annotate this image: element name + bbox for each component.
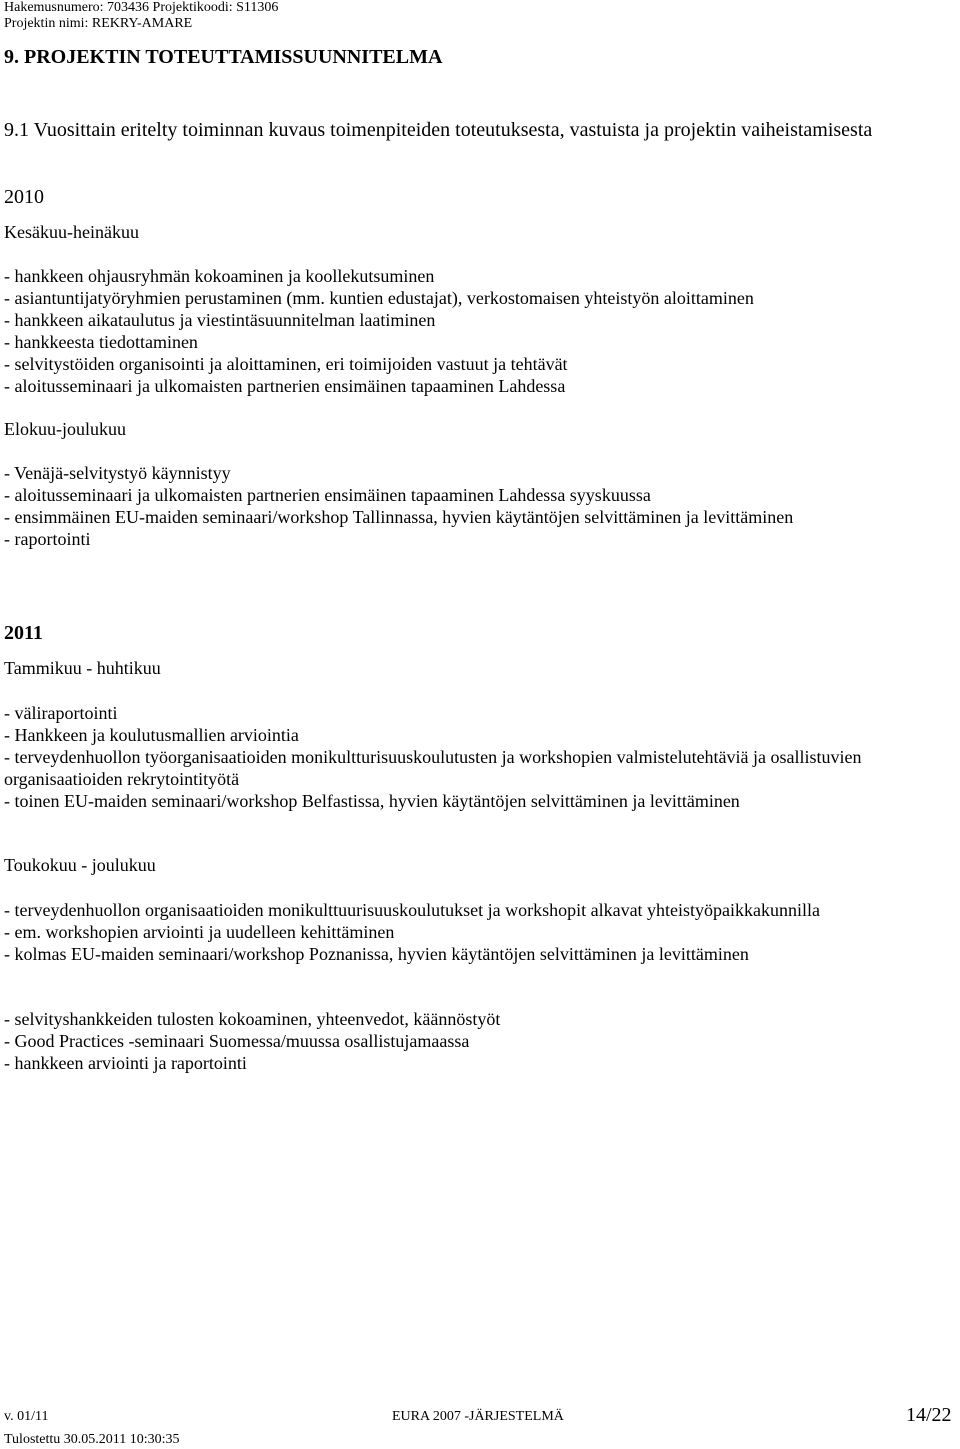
task-list bbox=[4, 1008, 949, 1074]
subsection-title: 9.1 Vuosittain eritelty toiminnan kuvaus toimenpiteiden toteutuksesta, vastuista ja projektin vaiheistamisesta bbox=[4, 119, 873, 141]
list-item: - selvitystöiden organisointi ja aloittaminen, eri toimijoiden vastuut ja tehtävät bbox=[4, 354, 568, 374]
year-heading-2010: 2010 bbox=[4, 186, 44, 208]
header-project-name: Projektin nimi: REKRY-AMARE bbox=[4, 16, 193, 31]
list-item: - aloitusseminaari ja ulkomaisten partnerien ensimäinen tapaaminen Lahdessa syyskuussa bbox=[4, 485, 651, 505]
task-list bbox=[4, 265, 949, 397]
task-list bbox=[4, 702, 949, 812]
footer-printed-timestamp: Tulostettu 30.05.2011 10:30:35 bbox=[4, 1432, 180, 1447]
task-list bbox=[4, 899, 949, 965]
footer-system-name: EURA 2007 -JÄRJESTELMÄ bbox=[392, 1409, 564, 1424]
list-item: - hankkeen ohjausryhmän kokoaminen ja koollekutsuminen bbox=[4, 266, 435, 286]
year-heading-2011: 2011 bbox=[4, 622, 43, 644]
list-item: - Hankkeen ja koulutusmallien arviointia bbox=[4, 725, 299, 745]
list-item: - asiantuntijatyöryhmien perustaminen (mm. kuntien edustajat), verkostomaisen yhteistyön aloittaminen bbox=[4, 288, 754, 308]
list-item: - toinen EU-maiden seminaari/workshop Belfastissa, hyvien käytäntöjen selvittäminen ja levittäminen bbox=[4, 791, 740, 811]
list-item: - väliraportointi bbox=[4, 703, 118, 723]
list-item: - aloitusseminaari ja ulkomaisten partnerien ensimäinen tapaaminen Lahdessa bbox=[4, 376, 566, 396]
period-heading: Toukokuu - joulukuu bbox=[4, 855, 156, 875]
period-heading: Kesäkuu-heinäkuu bbox=[4, 222, 139, 242]
list-item: - hankkeen aikataulutus ja viestintäsuunnitelman laatiminen bbox=[4, 310, 436, 330]
list-item: - raportointi bbox=[4, 529, 91, 549]
list-item: - kolmas EU-maiden seminaari/workshop Poznanissa, hyvien käytäntöjen selvittäminen ja levittäminen bbox=[4, 944, 749, 964]
list-item: - Venäjä-selvitystyö käynnistyy bbox=[4, 463, 231, 483]
header-application-number: Hakemusnumero: 703436 Projektikoodi: S11306 bbox=[4, 0, 279, 15]
list-item: - terveydenhuollon organisaatioiden monikulttuurisuuskoulutukset ja workshopit alkavat yhteistyöpaikkakunnilla bbox=[4, 900, 821, 920]
list-item: - hankkeesta tiedottaminen bbox=[4, 332, 198, 352]
list-item: - Good Practices -seminaari Suomessa/muussa osallistujamaassa bbox=[4, 1031, 470, 1051]
task-list bbox=[4, 462, 949, 550]
list-item: - selvityshankkeiden tulosten kokoaminen, yhteenvedot, käännöstyöt bbox=[4, 1009, 501, 1029]
footer-version: v. 01/11 bbox=[4, 1409, 49, 1424]
list-item: - em. workshopien arviointi ja uudelleen kehittäminen bbox=[4, 922, 395, 942]
list-item: - ensimmäinen EU-maiden seminaari/workshop Tallinnassa, hyvien käytäntöjen selvittäminen ja levittäminen bbox=[4, 507, 794, 527]
list-item: - hankkeen arviointi ja raportointi bbox=[4, 1053, 247, 1073]
period-heading: Tammikuu - huhtikuu bbox=[4, 658, 161, 678]
period-heading: Elokuu-joulukuu bbox=[4, 419, 126, 439]
page-number: 14/22 bbox=[906, 1404, 952, 1426]
list-item: - terveydenhuollon työorganisaatioiden monikultturisuuskoulutusten ja workshopien valmistelutehtäviä ja osallistuvien organisaatioiden rekrytointityötä bbox=[4, 747, 862, 789]
section-title: 9. PROJEKTIN TOTEUTTAMISSUUNNITELMA bbox=[4, 46, 443, 68]
